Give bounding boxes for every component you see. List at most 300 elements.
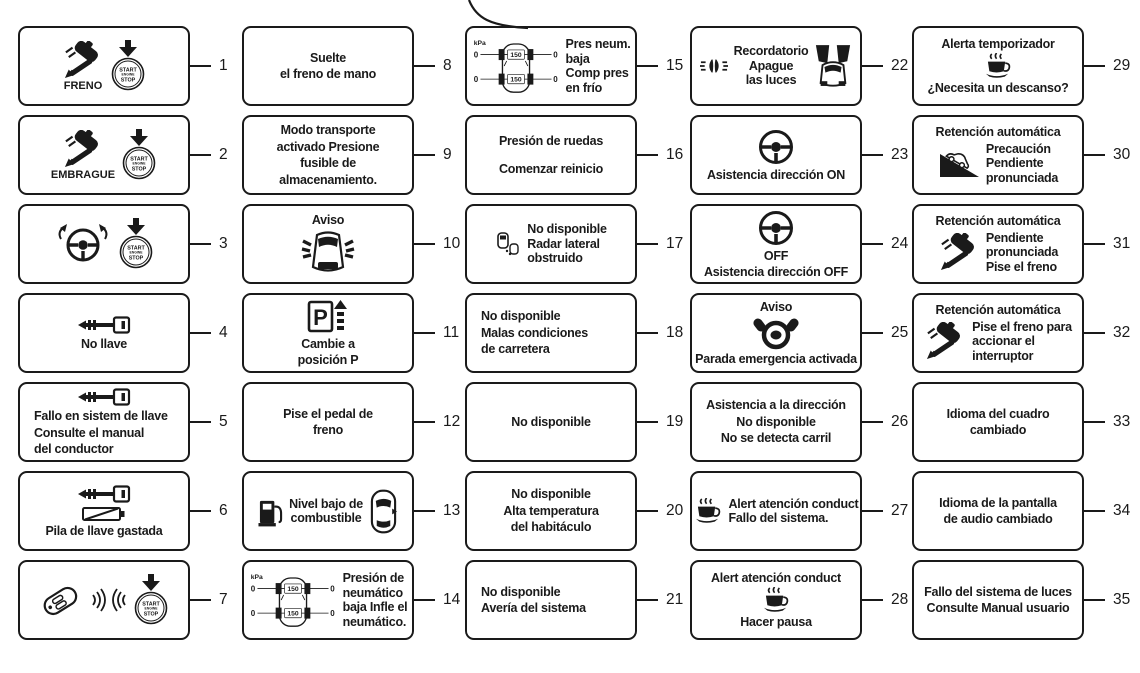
message-cell-12 [242, 382, 461, 462]
message-text: Consulte Manual usuario [926, 601, 1070, 615]
message-cell-13 [242, 471, 461, 551]
message-row [695, 209, 857, 247]
message-row [470, 309, 632, 324]
message-text: posición P [297, 353, 359, 367]
message-row [23, 218, 185, 270]
message-row [470, 487, 632, 502]
hill-slope-icon [938, 148, 980, 178]
message-text-line: Fallo del sistema. [728, 511, 829, 525]
message-text: No disponible [511, 487, 591, 502]
message-text-line: en frío [565, 80, 602, 95]
message-text: Comenzar reinicio [498, 162, 604, 176]
message-textblock [986, 231, 1058, 275]
start-stop-icon [133, 574, 169, 626]
message-textblock [566, 37, 631, 95]
callout-number: 16 [666, 146, 684, 163]
message-cell-2 [18, 115, 228, 195]
message-box-15 [465, 26, 637, 106]
message-textblock [986, 142, 1058, 186]
message-row [917, 53, 1079, 79]
message-box-23 [690, 115, 862, 195]
message-box-29 [912, 26, 1084, 106]
message-row [247, 489, 409, 534]
message-text: Retención automática [935, 214, 1061, 228]
message-box-17 [465, 204, 637, 284]
callout-number: 18 [666, 324, 684, 341]
message-cell-34 [912, 471, 1131, 551]
message-text-line: obstruido [527, 251, 583, 266]
callout [414, 26, 452, 106]
callout-line [190, 599, 211, 601]
callout [637, 115, 683, 195]
callout-line [414, 332, 435, 334]
message-cell-26 [690, 382, 909, 462]
callout-line [190, 243, 211, 245]
callout [190, 293, 228, 373]
svg-text:0: 0 [473, 75, 478, 85]
steering-wheel-icon [757, 209, 795, 247]
message-text: Consulte el manual [34, 425, 145, 440]
message-box-7 [18, 560, 190, 640]
message-row [470, 134, 632, 149]
message-text: Pise el pedal de [283, 406, 373, 421]
callout [862, 115, 908, 195]
message-text: freno [313, 423, 343, 437]
callout-line [1084, 65, 1105, 67]
callout-number: 27 [891, 502, 909, 519]
message-row [23, 574, 185, 626]
callout-number: 23 [891, 146, 909, 163]
message-text-line: baja Infle el [342, 600, 408, 614]
message-row [470, 585, 632, 600]
message-box-14 [242, 560, 414, 640]
icon-caption: EMBRAGUE [50, 168, 116, 181]
message-text: Suelte [309, 50, 346, 65]
message-row [695, 615, 857, 630]
message-text: No disponible [481, 309, 561, 324]
message-row [23, 129, 185, 181]
message-text: Cambie a [301, 336, 355, 351]
message-row [247, 423, 409, 438]
message-text: Alta temperatura [503, 503, 599, 518]
callout-number: 8 [443, 57, 452, 74]
callout-number: 14 [443, 591, 461, 608]
callout [862, 471, 908, 551]
svg-text:0: 0 [250, 609, 255, 619]
callout [414, 115, 452, 195]
callout-number: 3 [219, 235, 228, 252]
message-row [917, 142, 1079, 186]
svg-text:150: 150 [286, 610, 299, 618]
svg-text:0: 0 [329, 584, 335, 594]
callout-line [1084, 332, 1105, 334]
message-box-4 [18, 293, 190, 373]
message-text-line: Presión de [342, 571, 404, 585]
message-text: Alerta temporizador [941, 36, 1055, 51]
callout [190, 115, 228, 195]
message-row [695, 316, 857, 350]
callout-line [414, 421, 435, 423]
callout [1084, 204, 1130, 284]
message-text: No disponible [736, 414, 816, 429]
message-row [247, 51, 409, 66]
brake-pedal-icon [938, 233, 980, 271]
svg-text:0: 0 [552, 50, 558, 60]
message-box-27 [690, 471, 862, 551]
car-sensors-icon [301, 229, 355, 275]
callout-number: 31 [1113, 235, 1131, 252]
message-box-20 [465, 471, 637, 551]
callout [414, 382, 460, 462]
message-row [23, 524, 185, 539]
message-cell-9 [242, 115, 452, 195]
message-text: Modo transporte [280, 123, 376, 137]
message-row [917, 320, 1079, 364]
svg-text:ENGINE: ENGINE [144, 606, 158, 611]
message-text: Parada emergencia activada [695, 352, 857, 366]
callout-number: 21 [666, 591, 684, 608]
callout-line [637, 421, 658, 423]
message-row [23, 484, 185, 504]
callout [637, 471, 683, 551]
message-row [23, 387, 185, 407]
callout [414, 204, 460, 284]
message-row [247, 123, 409, 138]
key-icon [77, 315, 131, 335]
callout-line [862, 65, 883, 67]
svg-text:150: 150 [286, 586, 299, 594]
callout-line [862, 243, 883, 245]
message-text: fusible de [300, 156, 356, 170]
message-text: ¿Necesita un descanso? [927, 81, 1069, 95]
message-text-line: Pres neum. [565, 37, 631, 51]
callout-line [637, 154, 658, 156]
svg-text:STOP: STOP [143, 611, 159, 618]
message-text-line: pronunciada [985, 170, 1059, 185]
message-text: No disponible [481, 584, 561, 599]
message-text: Asistencia dirección ON [706, 167, 846, 182]
message-box-34 [912, 471, 1084, 551]
message-cell-16 [465, 115, 684, 195]
message-text-line: Nivel bajo de [289, 496, 363, 511]
message-row [470, 342, 632, 357]
callout-line [190, 65, 211, 67]
message-cell-22 [690, 26, 909, 106]
message-row [247, 571, 409, 629]
message-text: Hacer pausa [740, 615, 812, 629]
callout-number: 25 [891, 324, 909, 341]
callout [862, 382, 908, 462]
callout-number: 20 [666, 502, 684, 519]
callout-number: 32 [1113, 324, 1131, 341]
callout-line [414, 510, 435, 512]
message-box-12 [242, 382, 414, 462]
waves-left-icon [112, 586, 127, 614]
callout [637, 26, 683, 106]
svg-text:START: START [119, 67, 137, 74]
message-cell-33 [912, 382, 1131, 462]
message-text-line: combustible [290, 511, 362, 525]
callout-number: 22 [891, 57, 909, 74]
callout [1084, 471, 1130, 551]
message-row [23, 506, 185, 522]
message-row [247, 173, 409, 188]
message-text-line: Pise el freno [985, 259, 1057, 274]
message-row [695, 571, 857, 586]
callout [862, 560, 908, 640]
callout-line [862, 332, 883, 334]
callout-number: 15 [666, 57, 684, 74]
callout-number: 9 [443, 146, 452, 163]
message-text: No llave [81, 336, 127, 351]
message-text: almacenamiento. [279, 172, 377, 187]
battery-low-icon [82, 506, 126, 522]
message-box-25 [690, 293, 862, 373]
message-text: Aviso [759, 299, 793, 314]
message-text: No disponible [511, 414, 591, 429]
message-row [695, 128, 857, 166]
message-cell-5 [18, 382, 228, 462]
message-row [247, 407, 409, 422]
waves-right-icon [91, 586, 106, 614]
message-text: No se detecta carril [720, 431, 832, 446]
callout-number: 2 [219, 146, 228, 163]
callout-number: 4 [219, 324, 228, 341]
message-row [695, 44, 857, 88]
icon-caption: FRENO [63, 79, 103, 92]
svg-text:150: 150 [509, 52, 522, 60]
callout [1084, 293, 1130, 373]
callout-number: 19 [666, 413, 684, 430]
svg-text:0: 0 [473, 50, 478, 60]
message-row [23, 40, 185, 92]
message-text-line: Apague [748, 58, 794, 73]
callout-line [414, 243, 435, 245]
svg-text:P: P [313, 304, 328, 330]
callout-number: 10 [443, 235, 461, 252]
message-box-6 [18, 471, 190, 551]
message-text-line: neumático. [342, 614, 407, 629]
message-text: Idioma de la pantalla [939, 495, 1057, 510]
callout [190, 204, 228, 284]
message-text: Pila de llave gastada [45, 523, 163, 538]
message-textblock [343, 571, 408, 629]
callout-number: 26 [891, 413, 909, 430]
callout-line [637, 510, 658, 512]
callout-line [862, 154, 883, 156]
message-row [247, 229, 409, 275]
callout-number: 12 [443, 413, 461, 430]
callout-line [414, 599, 435, 601]
message-text: Aviso [311, 212, 345, 227]
callout [414, 560, 460, 640]
callout-number: 1 [219, 57, 228, 74]
message-row [470, 162, 632, 177]
message-text-line: Precaución [985, 141, 1051, 156]
message-textblock [289, 497, 363, 526]
headlight-icon [700, 57, 728, 75]
brake-pedal-icon [924, 322, 966, 360]
message-row [917, 214, 1079, 229]
callout-number: 33 [1113, 413, 1131, 430]
svg-text:ENGINE: ENGINE [132, 161, 146, 166]
callout-number: 7 [219, 591, 228, 608]
callout-line [190, 421, 211, 423]
message-box-13 [242, 471, 414, 551]
callout-line [862, 421, 883, 423]
svg-text:kPa: kPa [473, 39, 486, 47]
callout [414, 293, 459, 373]
tpms-icon [249, 571, 337, 629]
message-text-line: Radar lateral [527, 236, 600, 251]
brake-pedal-icon [51, 130, 115, 181]
message-cell-29 [912, 26, 1131, 106]
message-box-2 [18, 115, 190, 195]
svg-text:0: 0 [552, 75, 558, 85]
message-box-9 [242, 115, 414, 195]
callout-line [414, 65, 435, 67]
message-box-30 [912, 115, 1084, 195]
message-box-5 [18, 382, 190, 462]
message-row [695, 497, 857, 526]
callout-line [637, 332, 658, 334]
message-text: Presión de ruedas [498, 133, 604, 148]
message-row [917, 231, 1079, 275]
message-row [695, 398, 857, 413]
message-row [247, 337, 409, 352]
callout [190, 560, 228, 640]
svg-text:STOP: STOP [131, 166, 147, 173]
steering-arrows-icon [54, 224, 112, 264]
message-cell-11 [242, 293, 460, 373]
message-text: Retención automática [935, 125, 1061, 139]
message-cell-23 [690, 115, 909, 195]
message-cell-32 [912, 293, 1131, 373]
message-row [247, 213, 409, 228]
message-text-line: Pendiente [985, 156, 1044, 170]
callout-line [637, 243, 658, 245]
message-text-line: las luces [745, 73, 797, 88]
message-text-line: Pendiente [985, 230, 1044, 245]
message-cell-10 [242, 204, 461, 284]
message-row [470, 222, 632, 266]
message-cell-15 [465, 26, 684, 106]
svg-text:STOP: STOP [120, 77, 136, 84]
message-box-31 [912, 204, 1084, 284]
message-cell-17 [465, 204, 684, 284]
message-text: Idioma del cuadro [946, 406, 1050, 421]
message-box-8 [242, 26, 414, 106]
callout-line [637, 65, 658, 67]
message-row [695, 587, 857, 613]
callout-line [190, 154, 211, 156]
message-cell-3 [18, 204, 228, 284]
message-textblock [527, 222, 606, 266]
callout [190, 471, 228, 551]
coffee-cup-icon [984, 53, 1013, 79]
callout-number: 30 [1113, 146, 1131, 163]
callout [1084, 115, 1130, 195]
callout [637, 293, 683, 373]
message-row [23, 409, 185, 424]
callout-line [862, 599, 883, 601]
callout-number: 24 [891, 235, 909, 252]
message-row [917, 37, 1079, 52]
message-textblock [729, 497, 859, 526]
message-row [247, 353, 409, 368]
message-text: Fallo del sistema de luces [924, 584, 1072, 599]
message-cell-27 [690, 471, 909, 551]
message-text: cambiado [969, 423, 1027, 437]
callout [862, 293, 908, 373]
message-row [470, 520, 632, 535]
message-cell-7 [18, 560, 228, 640]
message-text: Alert atención conduct [711, 570, 841, 585]
svg-text:150: 150 [509, 76, 522, 84]
message-cell-28 [690, 560, 909, 640]
callout-number: 11 [443, 324, 460, 341]
message-row [695, 352, 857, 367]
message-row [23, 442, 185, 457]
message-text-line: No disponible [527, 222, 607, 237]
callout-line [1084, 599, 1105, 601]
callout-number: 28 [891, 591, 909, 608]
message-row [917, 407, 1079, 422]
callout-line [1084, 154, 1105, 156]
message-text-line: baja [565, 51, 590, 66]
callout-number: 17 [666, 235, 684, 252]
message-cell-8 [242, 26, 452, 106]
callout-line [637, 599, 658, 601]
svg-text:START: START [142, 601, 160, 608]
message-text: Avería del sistema [481, 601, 586, 615]
message-text-line: Recordatorio [733, 44, 809, 59]
message-text-line: neumático [342, 585, 403, 600]
message-box-19 [465, 382, 637, 462]
svg-text:ENGINE: ENGINE [129, 250, 143, 255]
message-text: OFF [763, 248, 789, 263]
callout-line [1084, 510, 1105, 512]
message-cell-14 [242, 560, 461, 640]
svg-text:0: 0 [250, 584, 255, 594]
start-stop-icon [121, 129, 157, 181]
svg-text:START: START [127, 245, 145, 252]
callout [1084, 382, 1130, 462]
message-text: el freno de mano [279, 67, 377, 81]
message-row [695, 415, 857, 430]
start-stop-icon [110, 40, 146, 92]
message-text-line: interruptor [972, 348, 1034, 363]
callout-line [414, 154, 435, 156]
svg-text:ENGINE: ENGINE [121, 72, 135, 77]
message-text: del conductor [34, 442, 114, 457]
message-text-line: accionar el [972, 334, 1035, 348]
message-cell-19 [465, 382, 684, 462]
message-cell-35 [912, 560, 1131, 640]
message-text: Malas condiciones [481, 325, 588, 340]
callout-number: 13 [443, 502, 461, 519]
message-row [917, 601, 1079, 616]
message-box-18 [465, 293, 637, 373]
message-row [917, 512, 1079, 527]
message-row [695, 168, 857, 183]
start-stop-icon [118, 218, 154, 270]
message-row [470, 415, 632, 430]
message-cell-20 [465, 471, 684, 551]
message-cell-31 [912, 204, 1131, 284]
car-highbeam-icon [814, 44, 852, 88]
callout [637, 204, 683, 284]
